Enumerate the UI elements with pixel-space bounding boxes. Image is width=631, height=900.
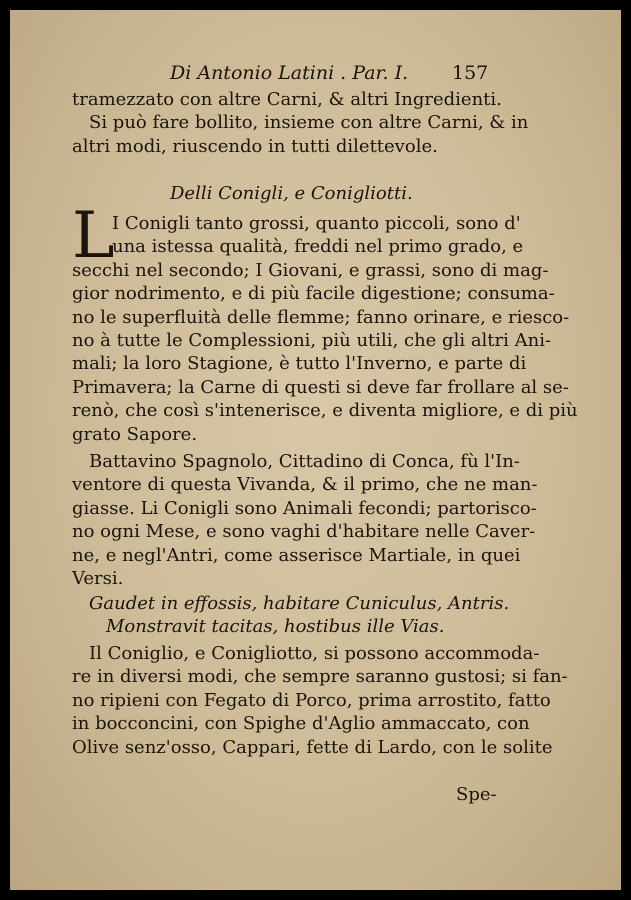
text-line: in bocconcini, con Spighe d'Aglio ammaccato, con: [72, 713, 530, 735]
catchword: Spe-: [456, 784, 497, 805]
text-line: no ogni Mese, e sono vaghi d'habitare nelle Caver-: [72, 521, 536, 543]
verse-line: Gaudet in effossis, habitare Cuniculus, Antris.: [89, 593, 510, 614]
text-line: re in diversi modi, che sempre saranno gustosi; si fan-: [72, 666, 568, 688]
text-line: giasse. Li Conigli sono Animali fecondi; partorisco-: [72, 497, 537, 519]
text-line: no le superfluità delle flemme; fanno orinare, e riesco-: [72, 306, 570, 328]
paragraph-3: [72, 450, 538, 590]
text-line: tramezzato con altre Carni, & altri Ingredienti.: [72, 89, 502, 110]
text-line: secchi nel secondo; I Giovani, e grassi, sono di mag-: [72, 259, 549, 281]
text-line: altri modi, riuscendo in tutti dilettevole.: [72, 135, 438, 157]
text-line: Battavino Spagnolo, Cittadino di Conca, fù l'In-: [89, 451, 520, 472]
verse-quote: [72, 592, 512, 639]
running-title: Di Antonio Latini . Par. I.: [170, 62, 409, 84]
text-line: mali; la loro Stagione, è tutto l'Inverno, e parte di: [72, 353, 527, 375]
text-line: renò, che così s'intenerisce, e diventa migliore, e di più: [72, 400, 578, 422]
paragraph-2: [72, 212, 578, 446]
section-title: Delli Conigli, e Conigliotti.: [170, 183, 413, 204]
paragraph-4: [72, 642, 568, 759]
text-line: gior nodrimento, e di più facile digestione; consuma-: [72, 283, 555, 305]
text-line: ventore di questa Vivanda, & il primo, che ne man-: [72, 474, 538, 496]
verse-line: Monstravit tacitas, hostibus ille Vias.: [106, 616, 445, 638]
paragraph-1: [72, 88, 529, 158]
text-line: grato Sapore.: [72, 423, 198, 445]
text-line: no à tutte le Complessioni, più utili, che gli altri Ani-: [72, 329, 552, 351]
book-page: [10, 10, 621, 890]
text-line: no ripieni con Fegato di Porco, prima arrostito, fatto: [72, 689, 551, 711]
text-line: ne, e negl'Antri, come asserisce Martiale, in quei: [72, 544, 521, 566]
text-line: Primavera; la Carne di questi si deve far frollare al se-: [72, 376, 569, 398]
text-line: Versi.: [72, 567, 124, 589]
page-number: 157: [452, 62, 489, 84]
text-line: una istessa qualità, freddi nel primo grado, e: [112, 236, 524, 258]
text-line: I Conigli tanto grossi, quanto piccoli, sono d': [112, 213, 521, 234]
text-line: Olive senz'osso, Cappari, fette di Lardo, con le solite: [72, 736, 553, 758]
drop-cap: L: [72, 199, 115, 273]
text-line: Si può fare bollito, insieme con altre Carni, & in: [89, 112, 529, 134]
text-line: Il Coniglio, e Conigliotto, si possono accommoda-: [89, 643, 540, 664]
